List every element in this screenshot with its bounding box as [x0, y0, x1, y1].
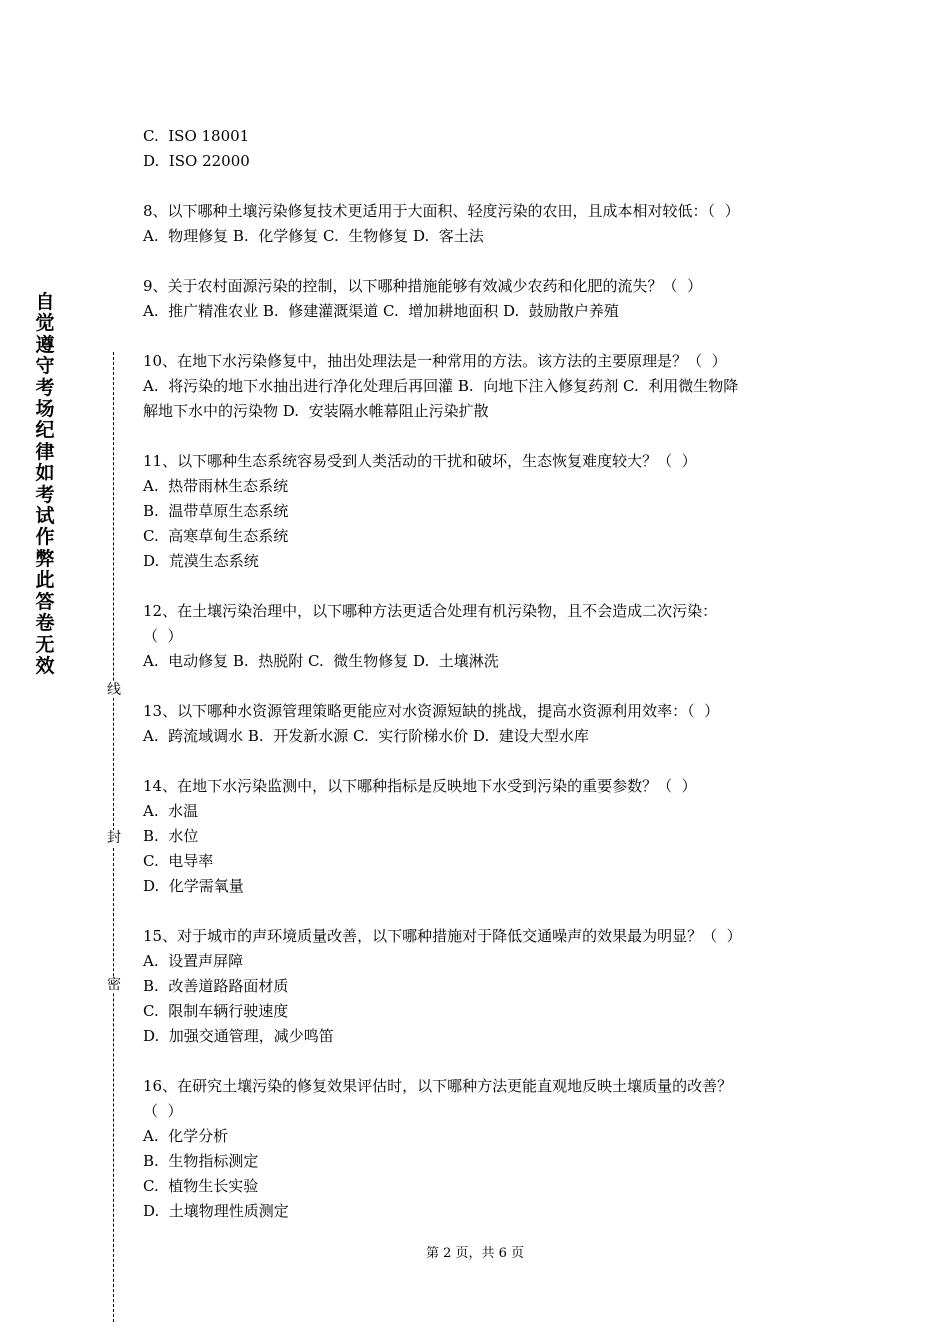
option-line: A. 电动修复 B. 热脱附 C. 微生物修复 D. 土壤淋洗	[143, 652, 499, 670]
option-line: D. 加强交通管理，减少鸣笛	[143, 1027, 334, 1045]
question-text: 13、以下哪种水资源管理策略更能应对水资源短缺的挑战，提高水资源利用效率：（ ）	[143, 702, 720, 720]
question-text: 11、以下哪种生态系统容易受到人类活动的干扰和破坏，生态恢复难度较大？（ ）	[143, 452, 697, 470]
option-line: D. 土壤物理性质测定	[143, 1202, 289, 1220]
binding-mark-line: 线	[107, 682, 121, 698]
option-line: B. 水位	[143, 827, 199, 845]
answer-bracket: （ ）	[143, 1102, 183, 1120]
option-line: D. 化学需氧量	[143, 877, 244, 895]
binding-mark-seal: 封	[107, 830, 121, 846]
question-text: 10、在地下水污染修复中，抽出处理法是一种常用的方法。该方法的主要原理是？（ ）	[143, 352, 727, 370]
option-line: C. 电导率	[143, 852, 214, 870]
question-16	[143, 1074, 813, 1224]
exam-discipline-notice: 自觉遵守考场纪律如考试作弊此答卷无效	[35, 291, 55, 677]
question-14	[143, 774, 813, 899]
question-12	[143, 599, 813, 674]
question-text: 8、以下哪种土壤污染修复技术更适用于大面积、轻度污染的农田，且成本相对较低：（ ）	[143, 202, 740, 220]
option-line: B. 温带草原生态系统	[143, 502, 289, 520]
continued-options	[143, 124, 813, 174]
question-text: 16、在研究土壤污染的修复效果评估时，以下哪种方法更能直观地反映土壤质量的改善？	[143, 1077, 733, 1095]
option-line: C. 限制车辆行驶速度	[143, 1002, 289, 1020]
question-9	[143, 274, 813, 324]
option-line: D. ISO 22000	[143, 152, 250, 170]
question-13	[143, 699, 813, 749]
option-line: B. 改善道路路面材质	[143, 977, 289, 995]
question-15	[143, 924, 813, 1049]
option-line: A. 水温	[143, 802, 199, 820]
binding-mark-dense: 密	[107, 977, 121, 993]
option-line: B. 生物指标测定	[143, 1152, 259, 1170]
answer-bracket: （ ）	[143, 627, 183, 645]
question-list	[143, 124, 813, 1249]
question-text: 15、对于城市的声环境质量改善，以下哪种措施对于降低交通噪声的效果最为明显？（ ）	[143, 927, 742, 945]
option-line: C. 高寒草甸生态系统	[143, 527, 289, 545]
option-line: A. 物理修复 B. 化学修复 C. 生物修复 D. 客土法	[143, 227, 484, 245]
option-line: A. 推广精准农业 B. 修建灌溉渠道 C. 增加耕地面积 D. 鼓励散户养殖	[143, 302, 619, 320]
option-line: A. 跨流域调水 B. 开发新水源 C. 实行阶梯水价 D. 建设大型水库	[143, 727, 589, 745]
question-10	[143, 349, 813, 424]
question-text: 14、在地下水污染监测中，以下哪种指标是反映地下水受到污染的重要参数？（ ）	[143, 777, 697, 795]
option-line: 解地下水中的污染物 D. 安装隔水帷幕阻止污染扩散	[143, 402, 489, 420]
page-number: 第 2 页，共 6 页	[425, 1246, 525, 1261]
option-line: C. 植物生长实验	[143, 1177, 259, 1195]
option-line: D. 荒漠生态系统	[143, 552, 259, 570]
question-text: 12、在土壤污染治理中，以下哪种方法更适合处理有机污染物，且不会造成二次污染：	[143, 602, 718, 620]
question-11	[143, 449, 813, 574]
option-line: A. 设置声屏障	[143, 952, 244, 970]
option-line: A. 将污染的地下水抽出进行净化处理后再回灌 B. 向地下注入修复药剂 C. 利用微生物降	[143, 377, 739, 395]
question-text: 9、关于农村面源污染的控制，以下哪种措施能够有效减少农药和化肥的流失？（ ）	[143, 277, 703, 295]
option-line: A. 热带雨林生态系统	[143, 477, 289, 495]
question-8	[143, 199, 813, 249]
option-line: A. 化学分析	[143, 1127, 229, 1145]
option-line: C. ISO 18001	[143, 127, 250, 145]
